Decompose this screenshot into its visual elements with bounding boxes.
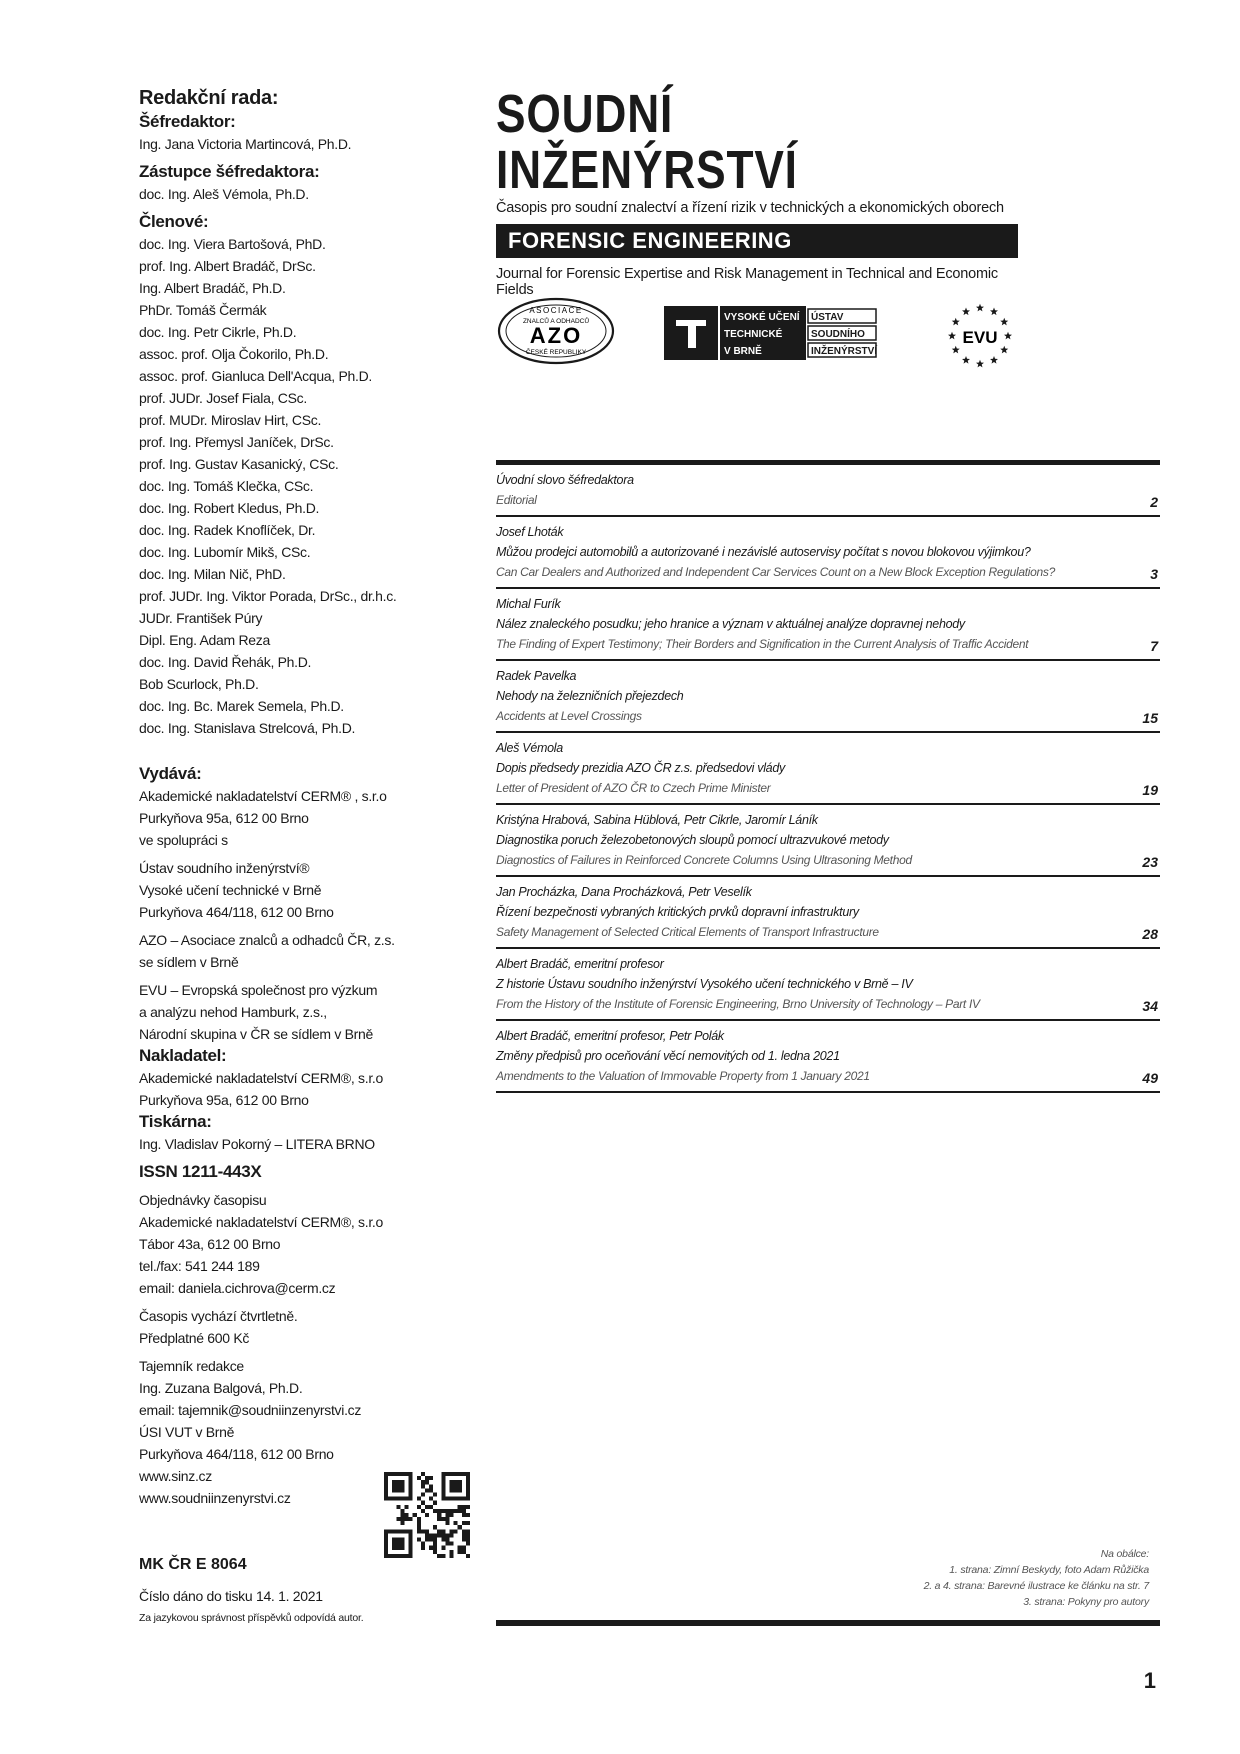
journal-title-line1: SOUDNÍ bbox=[496, 84, 674, 144]
toc-entry[interactable] bbox=[496, 517, 1160, 589]
publisher-block-3 bbox=[139, 929, 439, 973]
table-of-contents bbox=[496, 460, 1160, 1093]
board-member: Dipl. Eng. Adam Reza bbox=[139, 632, 270, 648]
board-member: Bob Scurlock, Ph.D. bbox=[139, 676, 259, 692]
toc-english-title: The Finding of Expert Testimony; Their Borders and Signification in the Current Analysis of Traffic Accident bbox=[496, 637, 1029, 651]
board-member: prof. JUDr. Josef Fiala, CSc. bbox=[139, 390, 307, 406]
journal-title-line2: INŽENÝRSTVÍ bbox=[496, 140, 798, 200]
mk-registration: MK ČR E 8064 bbox=[139, 1556, 247, 1573]
forensic-engineering-bar: FORENSIC ENGINEERING bbox=[496, 224, 1018, 258]
azo-name-text: AZO bbox=[529, 323, 583, 348]
vut-line3-right: INŽENÝRSTVÍ bbox=[811, 346, 878, 357]
bottom-rule bbox=[496, 1620, 1160, 1626]
cover-note-line: 1. strana: Zimní Beskydy, foto Adam Růžička bbox=[949, 1564, 1149, 1576]
board-member: PhDr. Tomáš Čermák bbox=[139, 302, 267, 318]
toc-entry[interactable] bbox=[496, 1021, 1160, 1093]
evu-star bbox=[1004, 332, 1012, 340]
evu-star bbox=[990, 356, 998, 364]
board-member: doc. Ing. Stanislava Strelcová, Ph.D. bbox=[139, 720, 356, 736]
info-line: Purkyňova 464/118, 612 00 Brno bbox=[139, 1446, 334, 1462]
info-line: Vysoké učení technické v Brně bbox=[139, 882, 322, 898]
toc-authors: Albert Bradáč, emeritní profesor bbox=[496, 957, 664, 971]
toc-entry[interactable] bbox=[496, 877, 1160, 949]
toc-english-title: From the History of the Institute of Forensic Engineering, Brno University of Technology – Part IV bbox=[496, 997, 980, 1011]
toc-title: Řízení bezpečnosti vybraných kritických prvků dopravní infrastruktury bbox=[496, 905, 859, 919]
info-line: ve spolupráci s bbox=[139, 832, 228, 848]
azo-top-text: ASOCIACE bbox=[529, 306, 583, 315]
info-line: email: tajemnik@soudniinzenyrstvi.cz bbox=[139, 1402, 362, 1418]
toc-entry[interactable] bbox=[496, 805, 1160, 877]
toc-title: Můžou prodejci automobilů a autorizované i nezávislé autoservisy počítat s novou blokovou výjimkou? bbox=[496, 545, 1031, 559]
mk-block bbox=[139, 1556, 439, 1624]
cover-note-line: Na obálce: bbox=[1100, 1548, 1149, 1560]
info-line: Předplatné 600 Kč bbox=[139, 1330, 250, 1346]
board-heading: Redakční rada: bbox=[139, 87, 279, 109]
evu-star bbox=[962, 308, 970, 316]
toc-authors: Kristýna Hrabová, Sabina Hüblová, Petr Cikrle, Jaromír Láník bbox=[496, 813, 818, 827]
publisher-block-2 bbox=[139, 857, 439, 923]
subtitle-english: Journal for Forensic Expertise and Risk Management in Technical and Economic Fields bbox=[496, 266, 998, 298]
info-line: EVU – Evropská společnost pro výzkum bbox=[139, 982, 378, 998]
toc-authors: Josef Lhoták bbox=[496, 525, 564, 539]
board-member: JUDr. František Púry bbox=[139, 610, 263, 626]
info-line: AZO – Asociace znalců a odhadců ČR, z.s. bbox=[139, 932, 395, 948]
toc-entry[interactable] bbox=[496, 465, 1160, 517]
info-line: Národní skupina v ČR se sídlem v Brně bbox=[139, 1026, 374, 1042]
vut-line1-left: VYSOKÉ UČENÍ bbox=[724, 312, 800, 323]
orders-block bbox=[139, 1189, 439, 1299]
board-member: assoc. prof. Gianluca Dell'Acqua, Ph.D. bbox=[139, 368, 372, 384]
board-member: doc. Ing. Bc. Marek Semela, Ph.D. bbox=[139, 698, 344, 714]
toc-authors: Radek Pavelka bbox=[496, 669, 577, 683]
info-line: Tábor 43a, 612 00 Brno bbox=[139, 1236, 281, 1252]
toc-page-number: 15 bbox=[1142, 710, 1158, 726]
toc-title: Z historie Ústavu soudního inženýrství Vysokého učení technického v Brně – IV bbox=[496, 977, 913, 991]
board-member: prof. Ing. Albert Bradáč, DrSc. bbox=[139, 258, 316, 274]
evu-name-text: EVU bbox=[962, 328, 998, 347]
info-line: ÚSI VUT v Brně bbox=[139, 1424, 235, 1440]
info-line: Purkyňova 95a, 612 00 Brno bbox=[139, 810, 309, 826]
info-line: Akademické nakladatelství CERM®, s.r.o bbox=[139, 1070, 384, 1086]
board-member: doc. Ing. Radek Knoflíček, Dr. bbox=[139, 522, 316, 538]
masthead bbox=[496, 86, 1016, 298]
board-member: doc. Ing. David Řehák, Ph.D. bbox=[139, 654, 312, 670]
vut-usi-logo bbox=[664, 306, 882, 360]
vut-line3-left: V BRNĚ bbox=[724, 346, 762, 357]
evu-star bbox=[952, 346, 960, 354]
evu-star bbox=[948, 332, 956, 340]
toc-english-title: Accidents at Level Crossings bbox=[496, 709, 642, 723]
info-line: www.soudniinzenyrstvi.cz bbox=[139, 1490, 291, 1506]
toc-english-title: Can Car Dealers and Authorized and Independent Car Services Count on a New Block Exception Regulations? bbox=[496, 565, 1055, 579]
azo-logo bbox=[496, 296, 616, 366]
editorial-info-column bbox=[139, 86, 439, 1509]
evu-logo bbox=[944, 300, 1016, 372]
info-line: a analýzu nehod Hamburk, z.s., bbox=[139, 1004, 327, 1020]
toc-english-title: Editorial bbox=[496, 493, 537, 507]
toc-english-title: Diagnostics of Failures in Reinforced Concrete Columns Using Ultrasoning Method bbox=[496, 853, 912, 867]
members-label: Členové: bbox=[139, 212, 209, 231]
cover-note-line: 3. strana: Pokyny pro autory bbox=[1023, 1596, 1149, 1608]
qr-code[interactable] bbox=[384, 1472, 470, 1558]
subtitle-czech: Časopis pro soudní znalectví a řízení rizik v technických a ekonomických oborech bbox=[496, 200, 1004, 216]
toc-page-number: 28 bbox=[1142, 926, 1158, 942]
board-member: assoc. prof. Olja Čokorilo, Ph.D. bbox=[139, 346, 329, 362]
toc-authors: Aleš Vémola bbox=[496, 741, 563, 755]
cover-notes bbox=[924, 1546, 1149, 1610]
nakladatel-block bbox=[139, 1067, 439, 1111]
info-line: Objednávky časopisu bbox=[139, 1192, 267, 1208]
board-member: doc. Ing. Robert Kledus, Ph.D. bbox=[139, 500, 320, 516]
evu-star bbox=[952, 318, 960, 326]
info-line: Ing. Zuzana Balgová, Ph.D. bbox=[139, 1380, 303, 1396]
board-member: doc. Ing. Tomáš Klečka, CSc. bbox=[139, 478, 314, 494]
publisher-label: Vydává: bbox=[139, 764, 202, 783]
board-member: prof. Ing. Přemysl Janíček, DrSc. bbox=[139, 434, 334, 450]
toc-page-number: 7 bbox=[1150, 638, 1158, 654]
info-line: Purkyňova 95a, 612 00 Brno bbox=[139, 1092, 309, 1108]
evu-star bbox=[962, 356, 970, 364]
vut-line1-right: ÚSTAV bbox=[811, 312, 844, 323]
info-line: se sídlem v Brně bbox=[139, 954, 239, 970]
toc-page-number: 19 bbox=[1142, 782, 1158, 798]
toc-english-title: Amendments to the Valuation of Immovable Property from 1 January 2021 bbox=[496, 1069, 870, 1083]
evu-star bbox=[1000, 318, 1008, 326]
nakladatel-label: Nakladatel: bbox=[139, 1046, 227, 1065]
members-list bbox=[139, 233, 439, 739]
info-line: email: daniela.cichrova@cerm.cz bbox=[139, 1280, 336, 1296]
tiskarna-line: Ing. Vladislav Pokorný – LITERA BRNO bbox=[139, 1136, 375, 1152]
azo-mid-text: ZNALCŮ A ODHADCŮ bbox=[522, 318, 590, 325]
print-date: Číslo dáno do tisku 14. 1. 2021 bbox=[139, 1588, 323, 1604]
toc-entry[interactable] bbox=[496, 733, 1160, 805]
board-member: doc. Ing. Lubomír Mikš, CSc. bbox=[139, 544, 311, 560]
toc-title: Diagnostika poruch železobetonových sloupů pomocí ultrazvukové metody bbox=[496, 833, 889, 847]
toc-authors: Michal Furík bbox=[496, 597, 561, 611]
issn: ISSN 1211-443X bbox=[139, 1162, 262, 1181]
info-line: Ústav soudního inženýrství® bbox=[139, 860, 310, 876]
info-line: Purkyňova 464/118, 612 00 Brno bbox=[139, 904, 334, 920]
frequency-block bbox=[139, 1305, 439, 1349]
language-note: Za jazykovou správnost příspěvků odpovídá autor. bbox=[139, 1612, 364, 1624]
evu-star bbox=[976, 360, 984, 368]
info-line: www.sinz.cz bbox=[139, 1468, 212, 1484]
deputy: doc. Ing. Aleš Vémola, Ph.D. bbox=[139, 186, 309, 202]
info-line: Akademické nakladatelství CERM®, s.r.o bbox=[139, 1214, 384, 1230]
toc-page-number: 34 bbox=[1142, 998, 1158, 1014]
toc-page-number: 23 bbox=[1142, 854, 1158, 870]
board-member: prof. Ing. Gustav Kasanický, CSc. bbox=[139, 456, 339, 472]
evu-star bbox=[1000, 346, 1008, 354]
azo-bottom-text: ČESKÉ REPUBLIKY bbox=[525, 349, 587, 356]
evu-star bbox=[990, 308, 998, 316]
toc-page-number: 3 bbox=[1150, 566, 1158, 582]
toc-entry[interactable] bbox=[496, 589, 1160, 661]
toc-page-number: 49 bbox=[1142, 1070, 1158, 1086]
board-member: doc. Ing. Milan Nič, PhD. bbox=[139, 566, 286, 582]
editor-in-chief-label: Šéfredaktor: bbox=[139, 112, 236, 131]
toc-title: Změny předpisů pro oceňování věcí nemovitých od 1. ledna 2021 bbox=[496, 1049, 840, 1063]
board-member: prof. JUDr. Ing. Viktor Porada, DrSc., dr.h.c. bbox=[139, 588, 397, 604]
evu-star bbox=[976, 304, 984, 312]
tiskarna-label: Tiskárna: bbox=[139, 1112, 212, 1131]
board-member: doc. Ing. Petr Cikrle, Ph.D. bbox=[139, 324, 297, 340]
info-line: Tajemník redakce bbox=[139, 1358, 244, 1374]
toc-title: Dopis předsedy prezidia AZO ČR z.s. předsedovi vlády bbox=[496, 761, 785, 775]
toc-entry[interactable] bbox=[496, 949, 1160, 1021]
board-member: Ing. Albert Bradáč, Ph.D. bbox=[139, 280, 286, 296]
toc-entry[interactable] bbox=[496, 661, 1160, 733]
partner-logos bbox=[496, 296, 1026, 376]
toc-page-number: 2 bbox=[1150, 494, 1158, 510]
toc-authors: Albert Bradáč, emeritní profesor, Petr Polák bbox=[496, 1029, 724, 1043]
deputy-label: Zástupce šéfredaktora: bbox=[139, 162, 320, 181]
toc-english-title: Letter of President of AZO ČR to Czech Prime Minister bbox=[496, 781, 771, 795]
info-line: tel./fax: 541 244 189 bbox=[139, 1258, 260, 1274]
info-line: Časopis vychází čtvrtletně. bbox=[139, 1308, 298, 1324]
editor-in-chief: Ing. Jana Victoria Martincová, Ph.D. bbox=[139, 136, 352, 152]
vut-line2-right: SOUDNÍHO bbox=[811, 329, 865, 340]
cover-note-line: 2. a 4. strana: Barevné ilustrace ke článku na str. 7 bbox=[923, 1580, 1149, 1592]
toc-title: Nález znaleckého posudku; jeho hranice a význam v aktuálnej analýze dopravnej nehody bbox=[496, 617, 965, 631]
publisher-block-1 bbox=[139, 785, 439, 851]
toc-title: Nehody na železničních přejezdech bbox=[496, 689, 684, 703]
toc-english-title: Safety Management of Selected Critical Elements of Transport Infrastructure bbox=[496, 925, 879, 939]
toc-authors: Jan Procházka, Dana Procházková, Petr Veselík bbox=[496, 885, 752, 899]
vut-line2-left: TECHNICKÉ bbox=[724, 329, 783, 340]
publisher-block-4 bbox=[139, 979, 439, 1045]
board-member: prof. MUDr. Miroslav Hirt, CSc. bbox=[139, 412, 322, 428]
board-member: doc. Ing. Viera Bartošová, PhD. bbox=[139, 236, 326, 252]
toc-title: Úvodní slovo šéfredaktora bbox=[496, 473, 634, 487]
page-number: 1 bbox=[1143, 1668, 1156, 1693]
info-line: Akademické nakladatelství CERM® , s.r.o bbox=[139, 788, 387, 804]
